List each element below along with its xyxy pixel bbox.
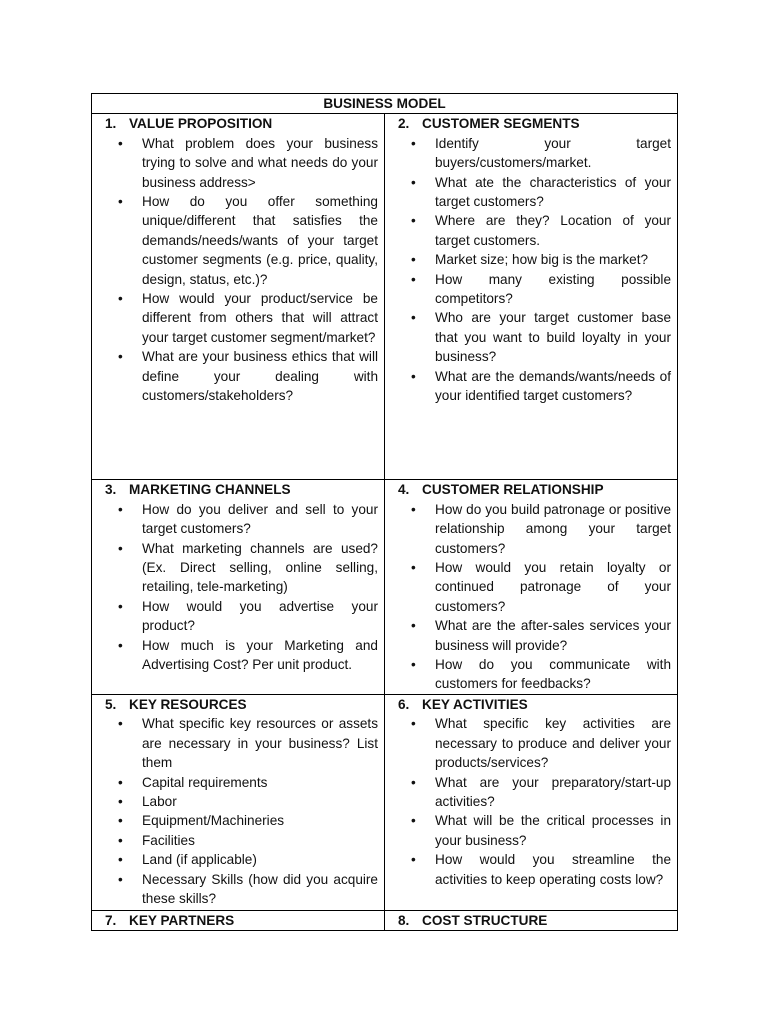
list-item: • What are the demands/wants/needs of your identified target customers? [435, 367, 671, 406]
section-title: MARKETING CHANNELS [129, 482, 291, 498]
list-item: • How would you streamline the activities to keep operating costs low? [435, 850, 671, 889]
section-heading [92, 114, 384, 133]
bullet-list [385, 500, 677, 694]
list-item: • Market size; how big is the market? [435, 250, 671, 269]
section-title: KEY PARTNERS [129, 912, 235, 928]
list-item: • What are your business ethics that will define your dealing with customers/stakeholders? [142, 347, 378, 405]
section-cell [385, 694, 678, 910]
section-cell [385, 114, 678, 480]
section-cell [385, 480, 678, 694]
section-number: 7. [105, 912, 117, 928]
bullet-list [385, 134, 677, 406]
section-heading [385, 695, 677, 714]
list-item: • What specific key activities are necessary to produce and deliver your products/services? [435, 714, 671, 772]
list-item: • How much is your Marketing and Advertising Cost? Per unit product. [142, 636, 378, 675]
section-title: KEY ACTIVITIES [422, 696, 528, 712]
list-item: • Where are they? Location of your target customers. [435, 211, 671, 250]
list-item: • Facilities [142, 831, 378, 850]
section-cell [385, 910, 678, 930]
list-item: • How do you communicate with customers for feedbacks? [435, 655, 671, 694]
list-item: • What marketing channels are used? (Ex. Direct selling, online selling, retailing, tele-marketing) [142, 539, 378, 597]
bullet-list [92, 500, 384, 675]
section-heading [385, 480, 677, 499]
section-number: 1. [105, 116, 117, 132]
list-item: • What are your preparatory/start-up activities? [435, 773, 671, 812]
section-heading [385, 114, 677, 133]
list-item: • How would you retain loyalty or continued patronage of your customers? [435, 558, 671, 616]
section-number: 5. [105, 696, 117, 712]
section-number: 6. [398, 696, 410, 712]
table-row [92, 480, 678, 694]
table-row [92, 694, 678, 910]
section-cell [92, 114, 385, 480]
section-heading [92, 695, 384, 714]
section-number: 4. [398, 482, 410, 498]
list-item: • Capital requirements [142, 773, 378, 792]
bullet-list [92, 714, 384, 908]
list-item: • Labor [142, 792, 378, 811]
list-item: • What specific key resources or assets are necessary in your business? List them [142, 714, 378, 772]
table-row [92, 910, 678, 930]
section-title: KEY RESOURCES [129, 696, 247, 712]
list-item: • What problem does your business trying to solve and what needs do your business address> [142, 134, 378, 192]
section-number: 2. [398, 116, 410, 132]
section-heading [92, 911, 384, 930]
list-item: • Identify your target buyers/customers/market. [435, 134, 671, 173]
list-item: • What are the after-sales services your business will provide? [435, 616, 671, 655]
list-item: • Who are your target customer base that you want to build loyalty in your business? [435, 308, 671, 366]
list-item: • What will be the critical processes in your business? [435, 811, 671, 850]
list-item: • How would your product/service be different from others that will attract your target customer segment/market? [142, 289, 378, 347]
list-item: • How many existing possible competitors? [435, 270, 671, 309]
list-item: • Equipment/Machineries [142, 811, 378, 830]
business-model-table [91, 93, 678, 931]
bullet-list [385, 714, 677, 889]
section-title: VALUE PROPOSITION [129, 116, 273, 132]
table-row [92, 114, 678, 480]
title-row [92, 94, 678, 114]
section-title: CUSTOMER SEGMENTS [422, 116, 580, 132]
section-heading [385, 911, 677, 930]
list-item: • Necessary Skills (how did you acquire these skills? [142, 870, 378, 909]
section-heading [92, 480, 384, 499]
list-item: • How do you offer something unique/different that satisfies the demands/needs/wants of your target customer segments (e.g. price, quality, design, status, etc.)? [142, 192, 378, 289]
section-cell [92, 694, 385, 910]
list-item: • How do you build patronage or positive relationship among your target customers? [435, 500, 671, 558]
section-cell [92, 910, 385, 930]
list-item: • Land (if applicable) [142, 850, 378, 869]
bullet-list [92, 134, 384, 406]
table-title: BUSINESS MODEL [92, 94, 678, 114]
list-item: • How would you advertise your product? [142, 597, 378, 636]
section-number: 3. [105, 482, 117, 498]
section-title: CUSTOMER RELATIONSHIP [422, 482, 604, 498]
section-number: 8. [398, 912, 410, 928]
list-item: • What ate the characteristics of your target customers? [435, 173, 671, 212]
list-item: • How do you deliver and sell to your target customers? [142, 500, 378, 539]
section-cell [92, 480, 385, 694]
section-title: COST STRUCTURE [422, 912, 548, 928]
